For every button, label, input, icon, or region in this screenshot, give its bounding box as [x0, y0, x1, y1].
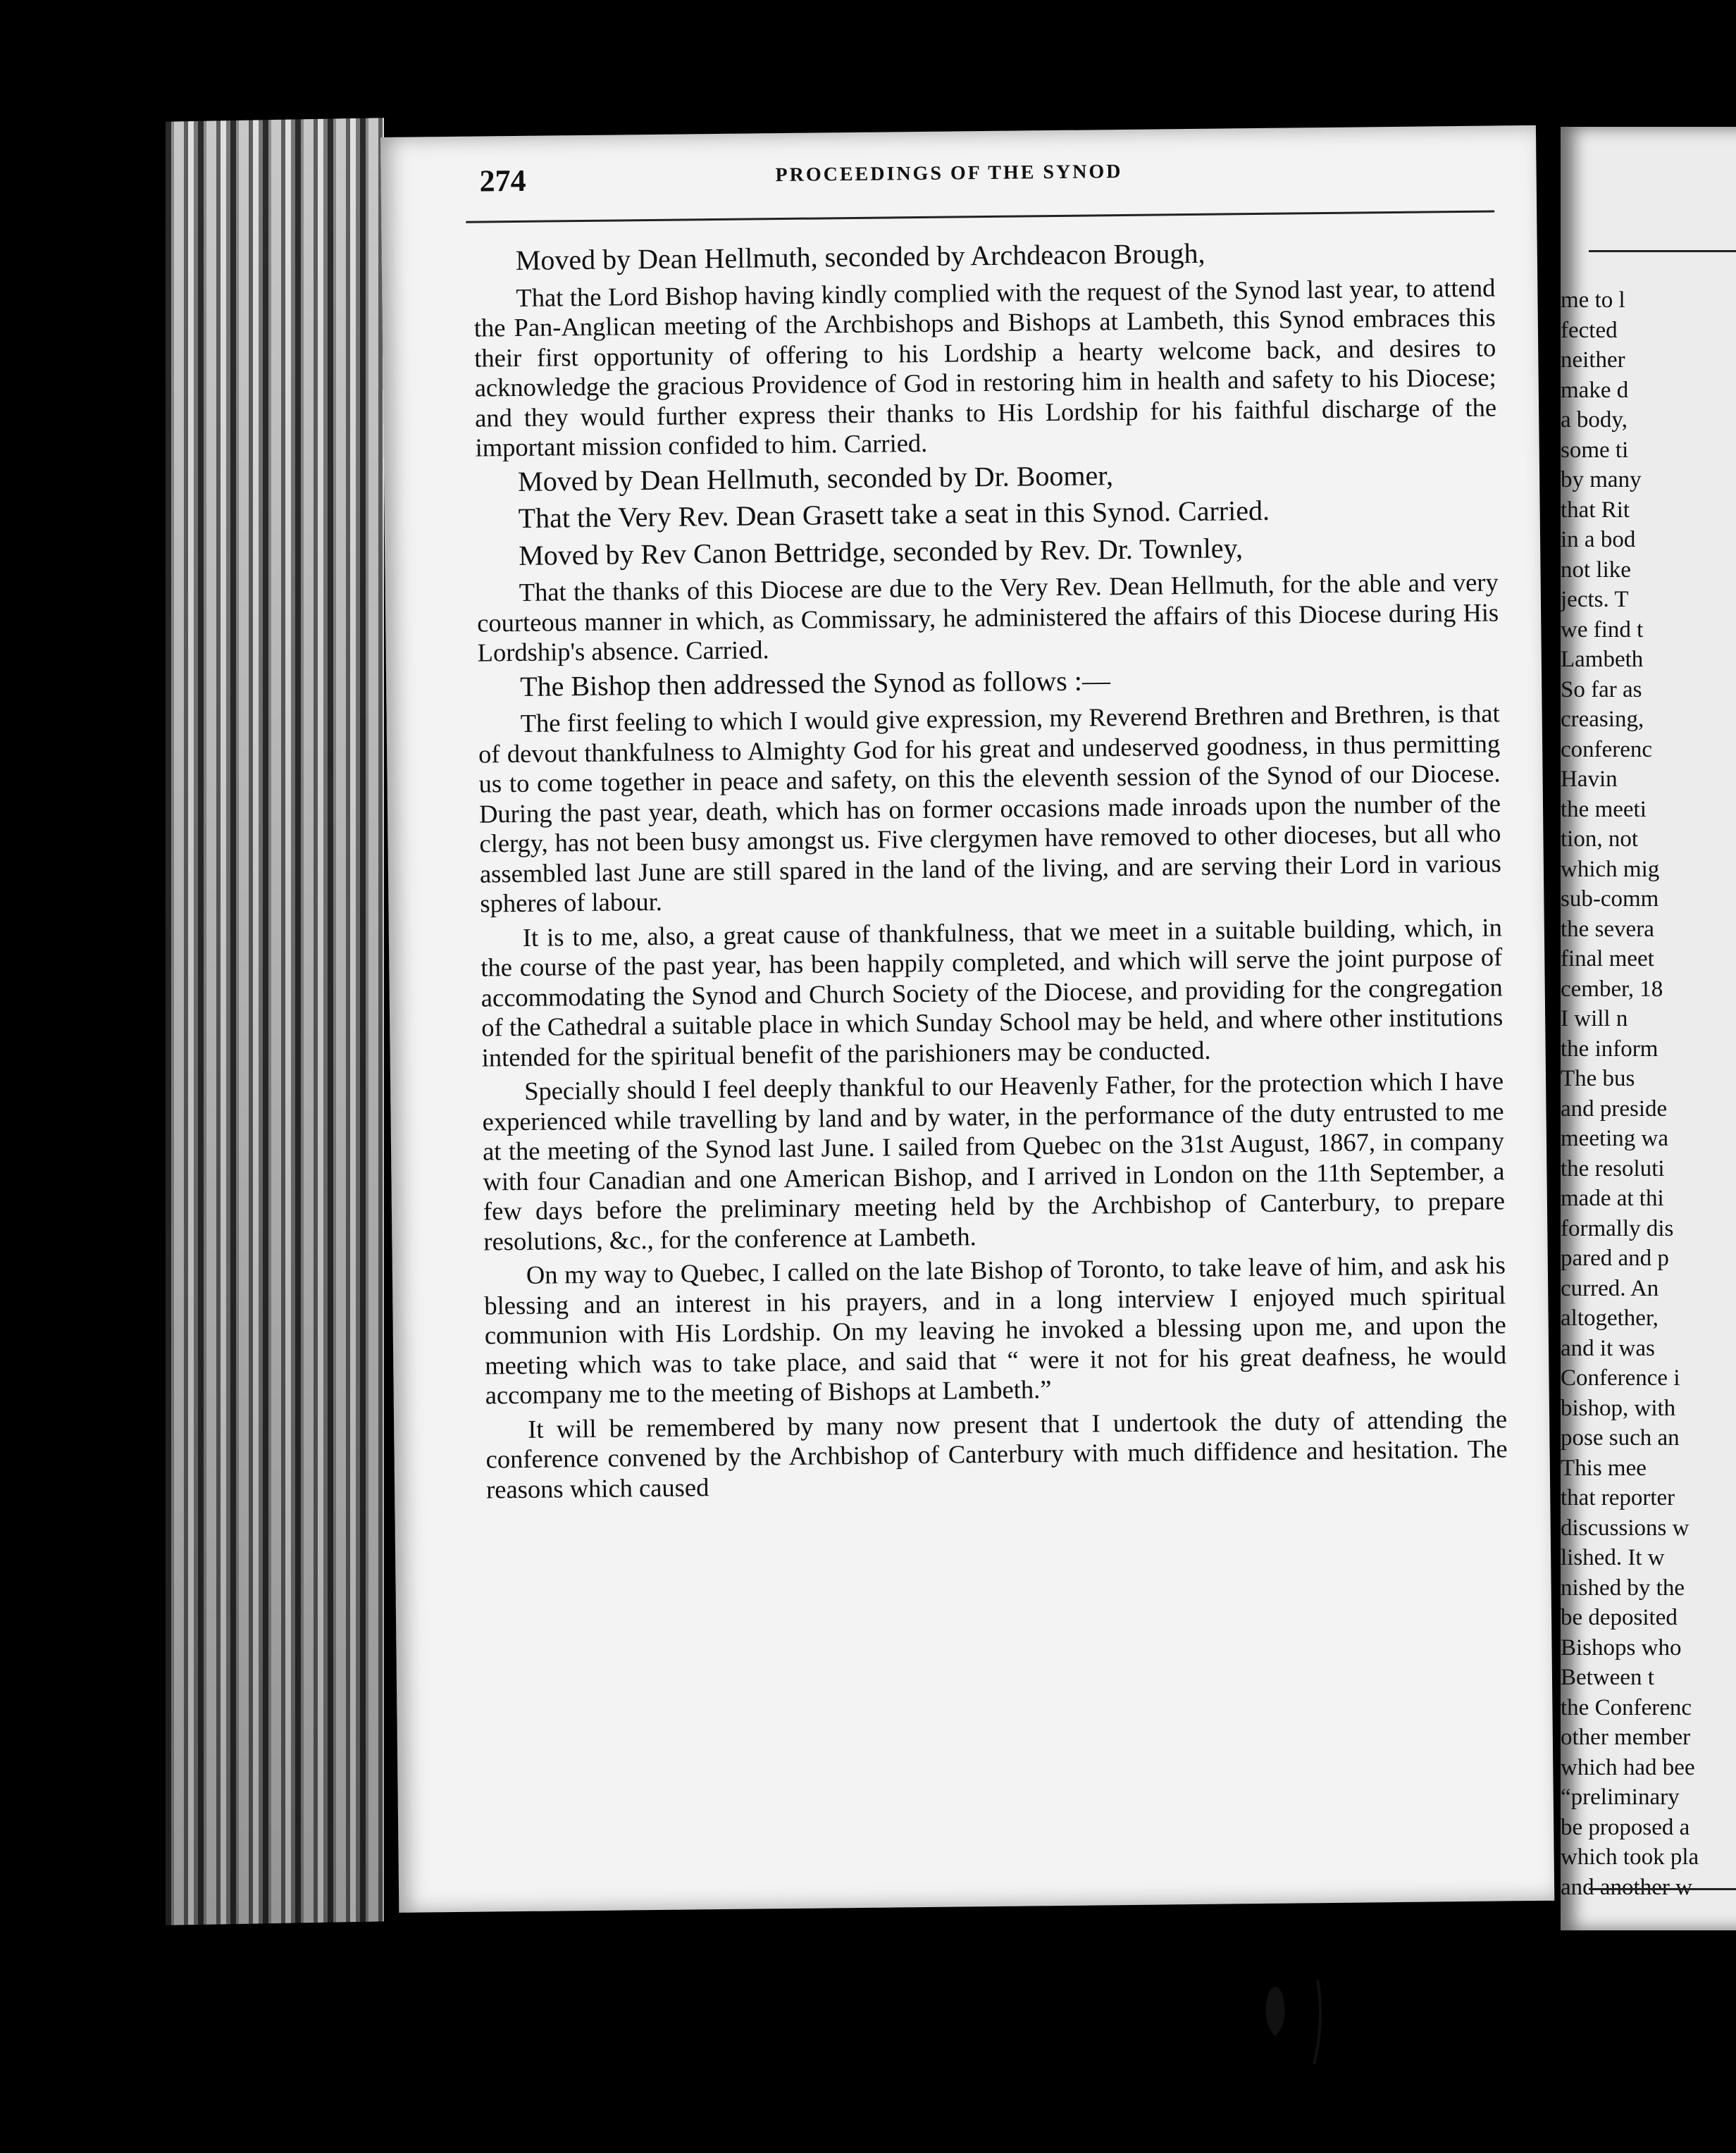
facing-page-line: not like — [1561, 557, 1631, 583]
paragraph: On my way to Quebec, I called on the late Bishop of Toronto, to take leave of him, and ask his blessing and an interest in his prayers, and in a long interview I enjoyed much spiritual communion with His Lordship. On my leaving he invoked a blessing upon me, and upon the meeting which was to take place, and said that “ were it not for his great deafness, he would accompany me to the meeting of Bishops at Lambeth.” — [484, 1250, 1507, 1410]
facing-page-line: final meet — [1561, 946, 1654, 972]
paragraph: That the Lord Bishop having kindly complied with the request of the Synod last year, to attend the Pan-Anglican meeting of the Archbishops and Bishops at Lambeth, this Synod embraces this their first opportunity of offering to his Lordship a hearty welcome back, and desires to acknowledge the gracious Providence of God in restoring him in health and safety to his Diocese; and they would further express their thanks to His Lordship for his faithful discharge of the important mission confided to him. Carried. — [473, 272, 1497, 462]
facing-page-line: in a bod — [1561, 527, 1636, 552]
book-page — [380, 125, 1554, 1913]
facing-page-line: which mig — [1561, 856, 1660, 882]
facing-page-line: that Rit — [1561, 497, 1630, 523]
page-number: 274 — [479, 163, 526, 199]
paragraph: Moved by Dean Hellmuth, seconded by Dr. Boomer, — [517, 459, 1114, 497]
facing-page-fragment — [1561, 127, 1736, 1930]
body-text — [473, 231, 1508, 1508]
facing-page-line: curred. An — [1561, 1275, 1659, 1301]
facing-page-line: tion, not — [1561, 826, 1639, 852]
paragraph: It will be remembered by many now present that I undertook the duty of attending the conference convened by the Archbishop of Canterbury with much diffidence and hesitation. The reasons which caused — [485, 1403, 1508, 1504]
facing-page-rule-bottom — [1589, 1888, 1736, 1890]
facing-page-line: neither — [1561, 347, 1625, 373]
facing-page-line: discussions w — [1561, 1515, 1690, 1541]
facing-page-line: and it was — [1561, 1335, 1655, 1361]
facing-page-line: nished by the — [1561, 1575, 1685, 1601]
facing-page-rule-top — [1589, 250, 1736, 252]
facing-page-line: the resoluti — [1561, 1155, 1665, 1181]
facing-page-text — [1561, 285, 1736, 1902]
facing-page-line: be proposed a — [1561, 1814, 1690, 1840]
paragraph: That the Very Rev. Dean Grasett take a seat in this Synod. Carried. — [518, 494, 1270, 534]
facing-page-line: fected — [1561, 317, 1618, 343]
facing-page-line: other member — [1561, 1725, 1691, 1750]
facing-page-line: The bus — [1561, 1066, 1635, 1091]
facing-page-line: which took pla — [1561, 1844, 1699, 1870]
facing-page-line: pared and p — [1561, 1246, 1669, 1271]
paragraph: Specially should I feel deeply thankful to our Heavenly Father, for the protection which I have experienced while travelling by land and by water, in the performance of the duty entrusted to me at the meeting of the Synod last June. I sailed from Quebec on the 31st August, 1867, in company with four Canadian and one American Bishop, and I arrived in London on the 11th September, a few days before the preliminary meeting held by the Archbishop of Canterbury, to prepare resolutions, &c., for the conference at Lambeth. — [482, 1066, 1506, 1256]
facing-page-line: me to l — [1561, 287, 1625, 313]
facing-page-line: some ti — [1561, 437, 1629, 463]
paragraph: Moved by Rev Canon Bettridge, seconded by Rev. Dr. Townley, — [518, 531, 1244, 571]
facing-page-line: conferenc — [1561, 736, 1653, 762]
facing-page-line: formally dis — [1561, 1215, 1674, 1241]
facing-page-line: that reporter — [1561, 1485, 1675, 1510]
facing-page-line: altogether, — [1561, 1305, 1658, 1331]
facing-page-line: meeting wa — [1561, 1126, 1669, 1151]
facing-page-line: make d — [1561, 377, 1629, 403]
facing-page-line: by many — [1561, 467, 1642, 492]
facing-page-line: the Conferenc — [1561, 1694, 1692, 1720]
facing-page-line: and another w — [1561, 1874, 1692, 1900]
facing-page-line: sub-comm — [1561, 886, 1659, 912]
facing-page-line: lished. It w — [1561, 1545, 1665, 1570]
paragraph: It is to me, also, a great cause of thankfulness, that we meet in a suitable building, which, in the course of the past year, has been happily completed, and which will serve the joint purpose of accommodating the Synod and Church Society of the Diocese, and providing for the congregation of the Cathedral a suitable place in which Sunday School may be held, and where other institutions intended for the spiritual benefit of the parishioners may be conducted. — [480, 912, 1504, 1072]
facing-page-line: cember, 18 — [1561, 976, 1663, 1002]
facing-page-line: Between t — [1561, 1665, 1654, 1690]
page-header — [479, 152, 1494, 205]
running-head: PROCEEDINGS OF THE SYNOD — [775, 160, 1123, 187]
facing-page-line: which had bee — [1561, 1754, 1695, 1780]
facing-page-line: pose such an — [1561, 1425, 1680, 1451]
facing-page-line: be deposited — [1561, 1605, 1678, 1630]
paragraph: Moved by Dean Hellmuth, seconded by Archdeacon Brough, — [515, 237, 1205, 276]
facing-page-line: Conference i — [1561, 1365, 1680, 1391]
facing-page-line: bishop, with — [1561, 1395, 1676, 1421]
facing-page-line: I will n — [1561, 1006, 1628, 1031]
facing-page-line: This mee — [1561, 1455, 1647, 1481]
header-rule — [466, 210, 1494, 223]
facing-page-line: we find t — [1561, 616, 1644, 643]
facing-page-line: So far as — [1561, 676, 1642, 702]
ink-blot-mark — [1254, 1973, 1332, 2085]
facing-page-line: the meeti — [1561, 796, 1647, 822]
facing-page-line: Havin — [1561, 767, 1618, 792]
paragraph: That the thanks of this Diocese are due to the Very Rev. Dean Hellmuth, for the able and very courteous manner in which, as Commissary, he administered the affairs of this Diocese during His Lordship's absence. Carried. — [477, 567, 1499, 667]
facing-page-line: Lambeth — [1561, 647, 1644, 672]
facing-page-line: Bishops who — [1561, 1634, 1682, 1661]
facing-page-line: creasing, — [1561, 707, 1644, 732]
book-fore-edge — [166, 118, 384, 1925]
facing-page-line: the inform — [1561, 1036, 1658, 1062]
facing-page-line: the severa — [1561, 916, 1654, 942]
facing-page-line: jects. T — [1561, 587, 1629, 612]
facing-page-line: made at thi — [1561, 1186, 1664, 1211]
facing-page-line: “preliminary — [1561, 1785, 1680, 1810]
paragraph: The first feeling to which I would give expression, my Reverend Brethren and Brethren, is that of devout thankfulness to Almighty God for his great and undeserved goodness, in thus permitting us to come together in peace and safety, on this the eleventh session of the Synod of our Diocese. During the past year, death, which has on former occasions made inroads upon the number of the clergy, has not been busy amongst us. Five clergymen have removed to other dioceses, but all who assembled last June are still spared in the land of the living, and are serving their Lord in various spheres of labour. — [478, 698, 1502, 918]
facing-page-line: and preside — [1561, 1096, 1668, 1122]
paragraph: The Bishop then addressed the Synod as follows :— — [519, 664, 1111, 702]
facing-page-line: a body, — [1561, 407, 1628, 433]
